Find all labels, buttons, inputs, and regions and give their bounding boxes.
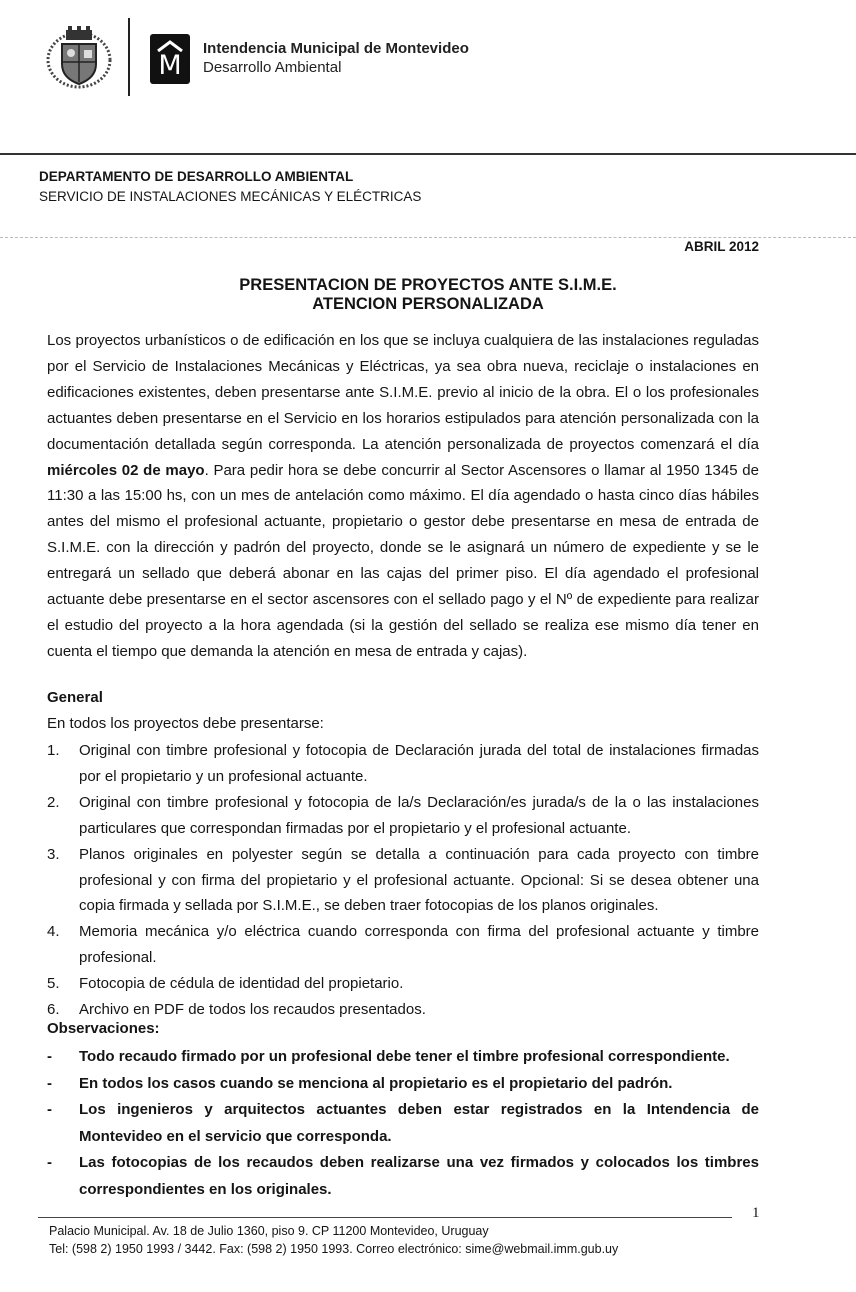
general-intro: En todos los proyectos debe presentarse: (47, 715, 324, 732)
item-text: Fotocopia de cédula de identidad del propietario. (79, 975, 404, 993)
observations-list (47, 1044, 759, 1203)
item-text: Original con timbre profesional y fotocopia de Declaración jurada del total de instalaciones firmadas por el propietario y un profesional actuante. (79, 742, 759, 785)
service-heading: SERVICIO DE INSTALACIONES MECÁNICAS Y ELÉCTRICAS (39, 189, 422, 204)
item-text: Original con timbre profesional y fotocopia de la/s Declaración/es jurada/s de la o las instalaciones particulares que correspondan firmadas por el propietario y el profesional actuante. (79, 793, 759, 837)
item-text: Los ingenieros y arquitectos actuantes deben estar registrados en la Intendencia de Montevideo en el servicio que corresponda. (79, 1101, 759, 1145)
list-item (47, 738, 759, 790)
item-number: 6. (47, 1001, 60, 1019)
item-number: 2. (47, 793, 60, 811)
item-text: Las fotocopias de los recaudos deben realizarse una vez firmados y colocados los timbres correspondientes en los originales. (79, 1154, 759, 1198)
section-divider (0, 237, 856, 238)
list-item (47, 1097, 759, 1150)
list-item (47, 842, 759, 920)
item-number: 1. (47, 742, 60, 759)
document-date: ABRIL 2012 (684, 239, 759, 254)
list-item (47, 919, 759, 971)
document-title: PRESENTACION DE PROYECTOS ANTE S.I.M.E. (239, 276, 617, 294)
item-text: Planos originales en polyester según se detalla a continuación para cada proyecto con timbre profesional y con firma del propietario y el profesional actuante. Opcional: Si se desea obtener una copia firmada y sellada por S.I.M.E., se deben traer fotocopias de los planos originales. (79, 845, 759, 915)
item-dash: - (47, 1048, 52, 1065)
intro-text-part2: . Para pedir hora se debe concurrir al Sector Ascensores o llamar al 1950 1345 de 11:30 a las 15:00 hs, con un mes de antelación como máximo. El día agendado o hasta cinco días hábiles antes del mismo el profesional actuante, propietario o gestor debe presentarse en mesa de entrada de S.I.M.E. con la dirección y padrón del proyecto, donde se le asignará un número de expediente y se le entregará un sellado que deberá abonar en las cajas del primer piso. El día agendado el profesional actuante debe presentarse en el sector ascensores con el sellado pago y el Nº de expediente para realizar el estudio del proyecto a la hora agendada (si la gestión del sellado se realiza ese mismo día tener en cuenta el tiempo que demanda la atención en mesa de entrada y cajas). (47, 461, 759, 660)
item-text: En todos los casos cuando se menciona al propietario es el propietario del padrón. (79, 1074, 673, 1092)
imm-logo-icon (150, 34, 190, 84)
list-item (47, 790, 759, 842)
observations-heading: Observaciones: (47, 1020, 160, 1037)
general-heading: General (47, 689, 103, 706)
document-subtitle: ATENCION PERSONALIZADA (312, 295, 544, 313)
page-number: 1 (752, 1205, 760, 1221)
list-item (47, 1150, 759, 1203)
item-text: Memoria mecánica y/o eléctrica cuando corresponda con firma del profesional actuante y timbre profesional. (79, 923, 759, 967)
intro-paragraph (47, 328, 759, 665)
item-number: 5. (47, 975, 60, 993)
montevideo-coat-of-arms-icon (44, 24, 114, 90)
organization-subtitle: Desarrollo Ambiental (203, 59, 342, 76)
footer-rule (38, 1217, 732, 1218)
item-dash: - (47, 1154, 52, 1171)
item-dash: - (47, 1101, 52, 1118)
item-number: 4. (47, 923, 60, 941)
header-rule (0, 153, 856, 155)
list-item (47, 971, 759, 997)
department-heading: DEPARTAMENTO DE DESARROLLO AMBIENTAL (39, 169, 354, 184)
header-separator (128, 18, 130, 96)
footer-address: Palacio Municipal. Av. 18 de Julio 1360, piso 9. CP 11200 Montevideo, Uruguay (49, 1224, 489, 1238)
start-date-emphasis: miércoles 02 de mayo (47, 461, 205, 479)
requirements-list (47, 738, 759, 1023)
item-number: 3. (47, 845, 60, 863)
logo-letter: M (158, 50, 182, 81)
footer-contact: Tel: (598 2) 1950 1993 / 3442. Fax: (598 2) 1950 1993. Correo electrónico: sime@webmail.imm.gub.uy (49, 1242, 619, 1256)
item-text: Todo recaudo firmado por un profesional debe tener el timbre profesional correspondiente. (79, 1048, 730, 1065)
intro-text-part1: Los proyectos urbanísticos o de edificación en los que se incluya cualquiera de las instalaciones reguladas por el Servicio de Instalaciones Mecánicas y Eléctricas, ya sea obra nueva, reciclaje o instalaciones en edificaciones existentes, deben presentarse ante S.I.M.E. previo al inicio de la obra. El o los profesionales actuantes deben presentarse en el Servicio en los horarios estipulados para atención personalizada con la documentación detallada según corresponda. La atención personalizada de proyectos comenzará el día (47, 332, 759, 453)
organization-name: Intendencia Municipal de Montevideo (203, 40, 469, 57)
list-item (47, 1071, 759, 1098)
item-text: Archivo en PDF de todos los recaudos presentados. (79, 1001, 426, 1019)
list-item (47, 1044, 759, 1071)
item-dash: - (47, 1074, 52, 1092)
